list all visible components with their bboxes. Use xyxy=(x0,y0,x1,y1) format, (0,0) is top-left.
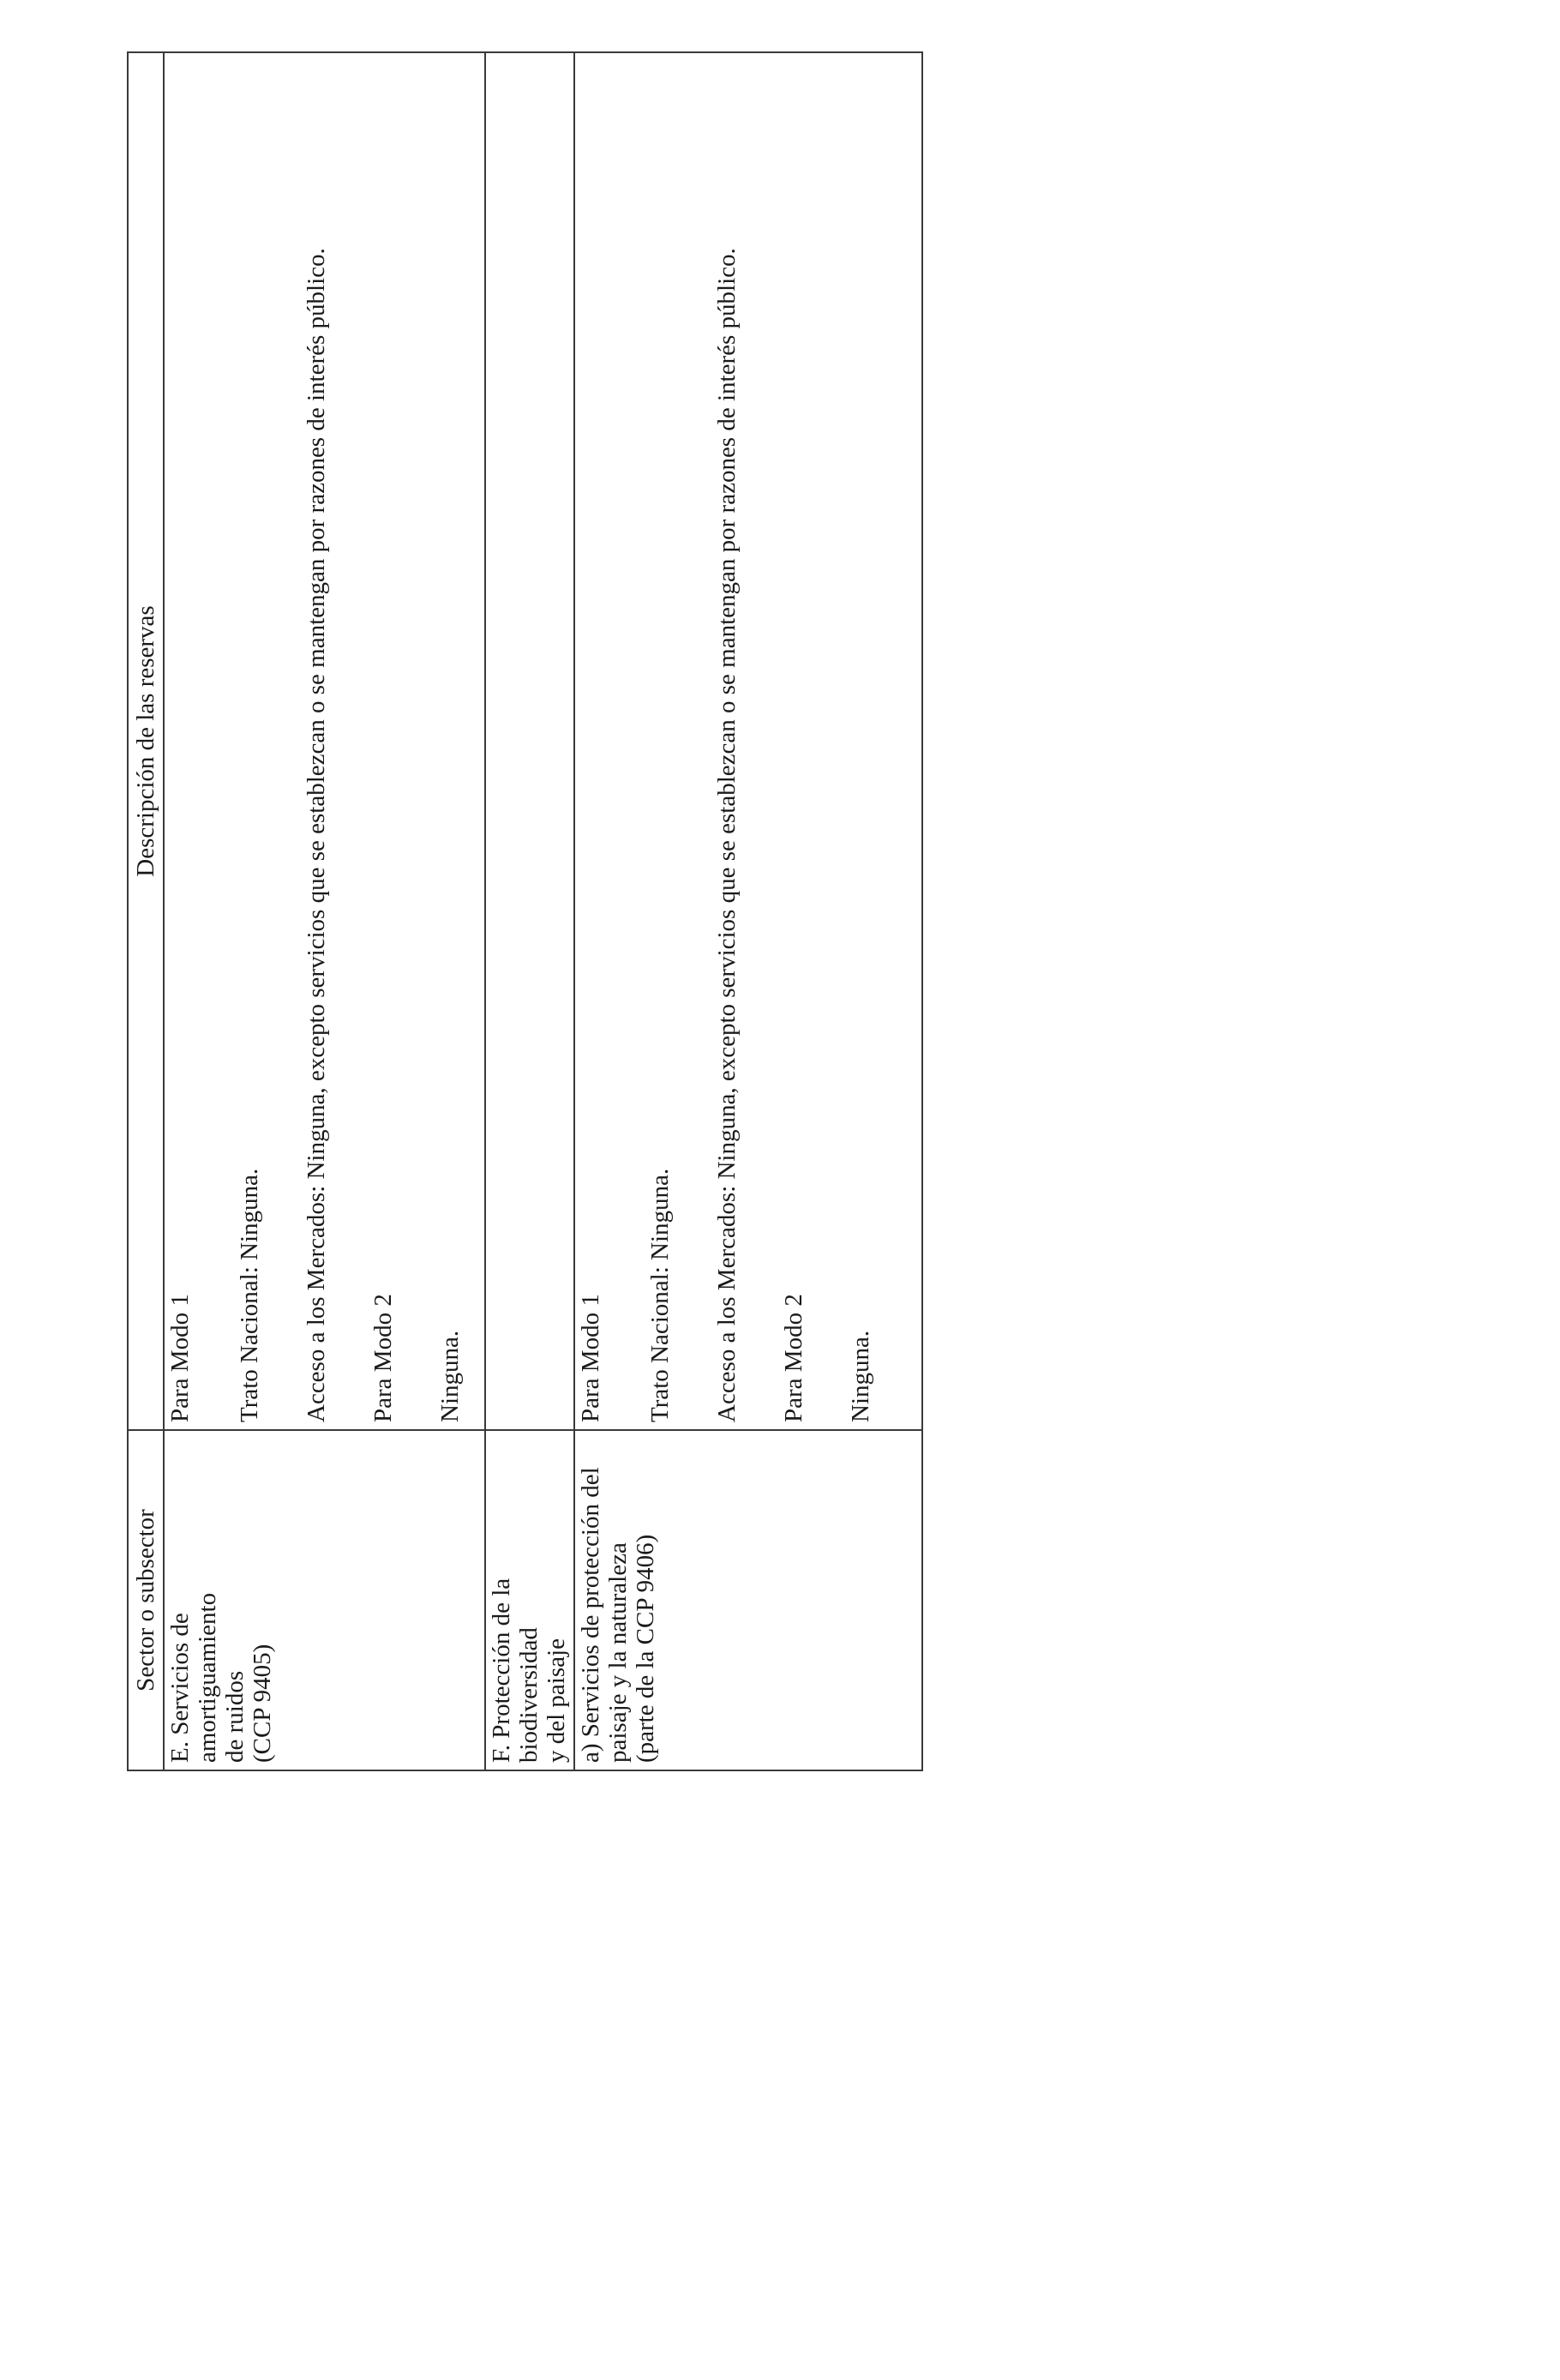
reservations-table xyxy=(127,51,923,1771)
sector-line: y del paisaje xyxy=(543,1638,570,1763)
sector-line: E. Servicios de amortiguamiento xyxy=(166,1592,221,1763)
description-cell xyxy=(574,52,922,1430)
sector-line: F. Protección de la biodiversidad xyxy=(488,1578,543,1763)
table-row xyxy=(485,52,574,1770)
description-line: Ninguna. xyxy=(436,1330,464,1422)
description-line: Ninguna. xyxy=(847,1330,874,1422)
sector-line: paisaje y la naturaleza xyxy=(604,1542,632,1763)
table-row xyxy=(164,52,485,1770)
sector-cell xyxy=(164,1430,485,1770)
header-description: Descripción de las reservas xyxy=(128,52,164,1430)
description-line: Acceso a los Mercados: Ninguna, excepto servicios que se establezcan o se mantengan por razones de interés público. xyxy=(303,248,330,1422)
description-line: Acceso a los Mercados: Ninguna, excepto servicios que se establezcan o se mantengan por razones de interés público. xyxy=(713,248,741,1422)
sector-cell xyxy=(574,1430,922,1770)
rotated-page xyxy=(127,53,885,1771)
table-row xyxy=(574,52,922,1770)
table-header-row xyxy=(128,52,164,1770)
description-cell xyxy=(164,52,485,1430)
description-cell xyxy=(485,52,574,1430)
description-line: Para Modo 1 xyxy=(166,1294,194,1422)
description-line: Para Modo 2 xyxy=(780,1294,807,1422)
description-line: Para Modo 2 xyxy=(369,1294,397,1422)
sector-line: (parte de la CCP 9406) xyxy=(632,1534,659,1763)
description-line: Trato Nacional: Ninguna. xyxy=(236,1168,263,1422)
header-sector: Sector o subsector xyxy=(128,1430,164,1770)
description-line: Para Modo 1 xyxy=(577,1294,604,1422)
description-line: Trato Nacional: Ninguna. xyxy=(646,1168,674,1422)
sector-cell xyxy=(485,1430,574,1770)
sector-line: (CCP 9405) xyxy=(249,1644,276,1763)
sector-line: a) Servicios de protección del xyxy=(577,1467,604,1763)
sector-line: de ruidos xyxy=(221,1670,249,1763)
